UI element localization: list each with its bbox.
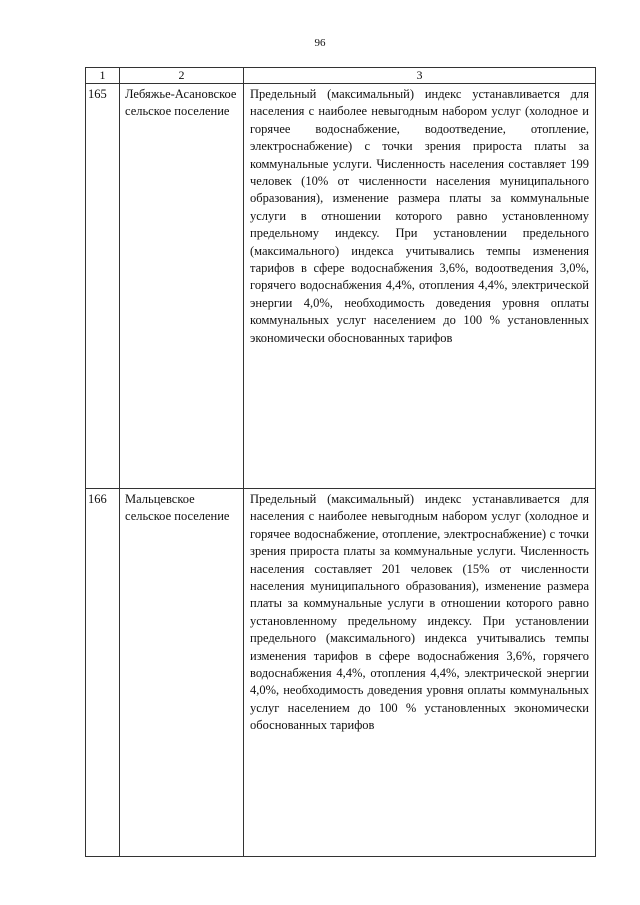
index-description: Предельный (максимальный) индекс устанавливается для населения с наиболее невыгодным набором услуг (холодное и горячее водоснабжение, водоотведение, отопление, электроснабжение) с точки зрения прироста платы за коммунальные услуги. Численность населения составляет 199 человек (10% от численности населения муниципального образования), изменение размера платы за коммунальные услуги в отношении которого равно установленному предельному индексу. При установлении предельного (максимального) индекса учитывались темпы изменения тарифов в сфере водоснабжения 3,6%, водоотведения 3,0%, горячего водоснабжения 4,4%, отопления 4,4%, электрической энергии 4,0%, необходимость доведения уровня оплаты коммунальных услуг населением до 100 % установленных экономически обоснованных тарифов bbox=[244, 84, 596, 489]
row-number: 165 bbox=[86, 84, 120, 489]
column-header-1: 1 bbox=[86, 68, 120, 84]
column-header-2: 2 bbox=[120, 68, 244, 84]
index-description: Предельный (максимальный) индекс устанавливается для населения с наиболее невыгодным набором услуг (холодное и горячее водоснабжение, отопление, электроснабжение) с точки зрения прироста платы за коммунальные услуги. Численность населения составляет 201 человек (15% от численности населения муниципального образования), изменение размера платы за коммунальные услуги в отношении которого равно установленному предельному индексу. При установлении предельного (максимального) индекса учитывались темпы изменения тарифов в сфере водоснабжения 3,6%, горячего водоснабжения 4,4%, отопления 4,4%, электрической энергии 4,0%, необходимость доведения уровня оплаты коммунальных услуг населением до 100 % установленных экономически обоснованных тарифов bbox=[244, 489, 596, 857]
settlement-name: Лебяжье-Асановское сельское поселение bbox=[120, 84, 244, 489]
table-row bbox=[86, 489, 596, 857]
page-number: 96 bbox=[314, 37, 326, 49]
table-header-row bbox=[86, 68, 596, 84]
row-number: 166 bbox=[86, 489, 120, 857]
document-table bbox=[85, 67, 596, 857]
settlement-name: Мальцевское сельское поселение bbox=[120, 489, 244, 857]
column-header-3: 3 bbox=[244, 68, 596, 84]
table-row bbox=[86, 84, 596, 489]
